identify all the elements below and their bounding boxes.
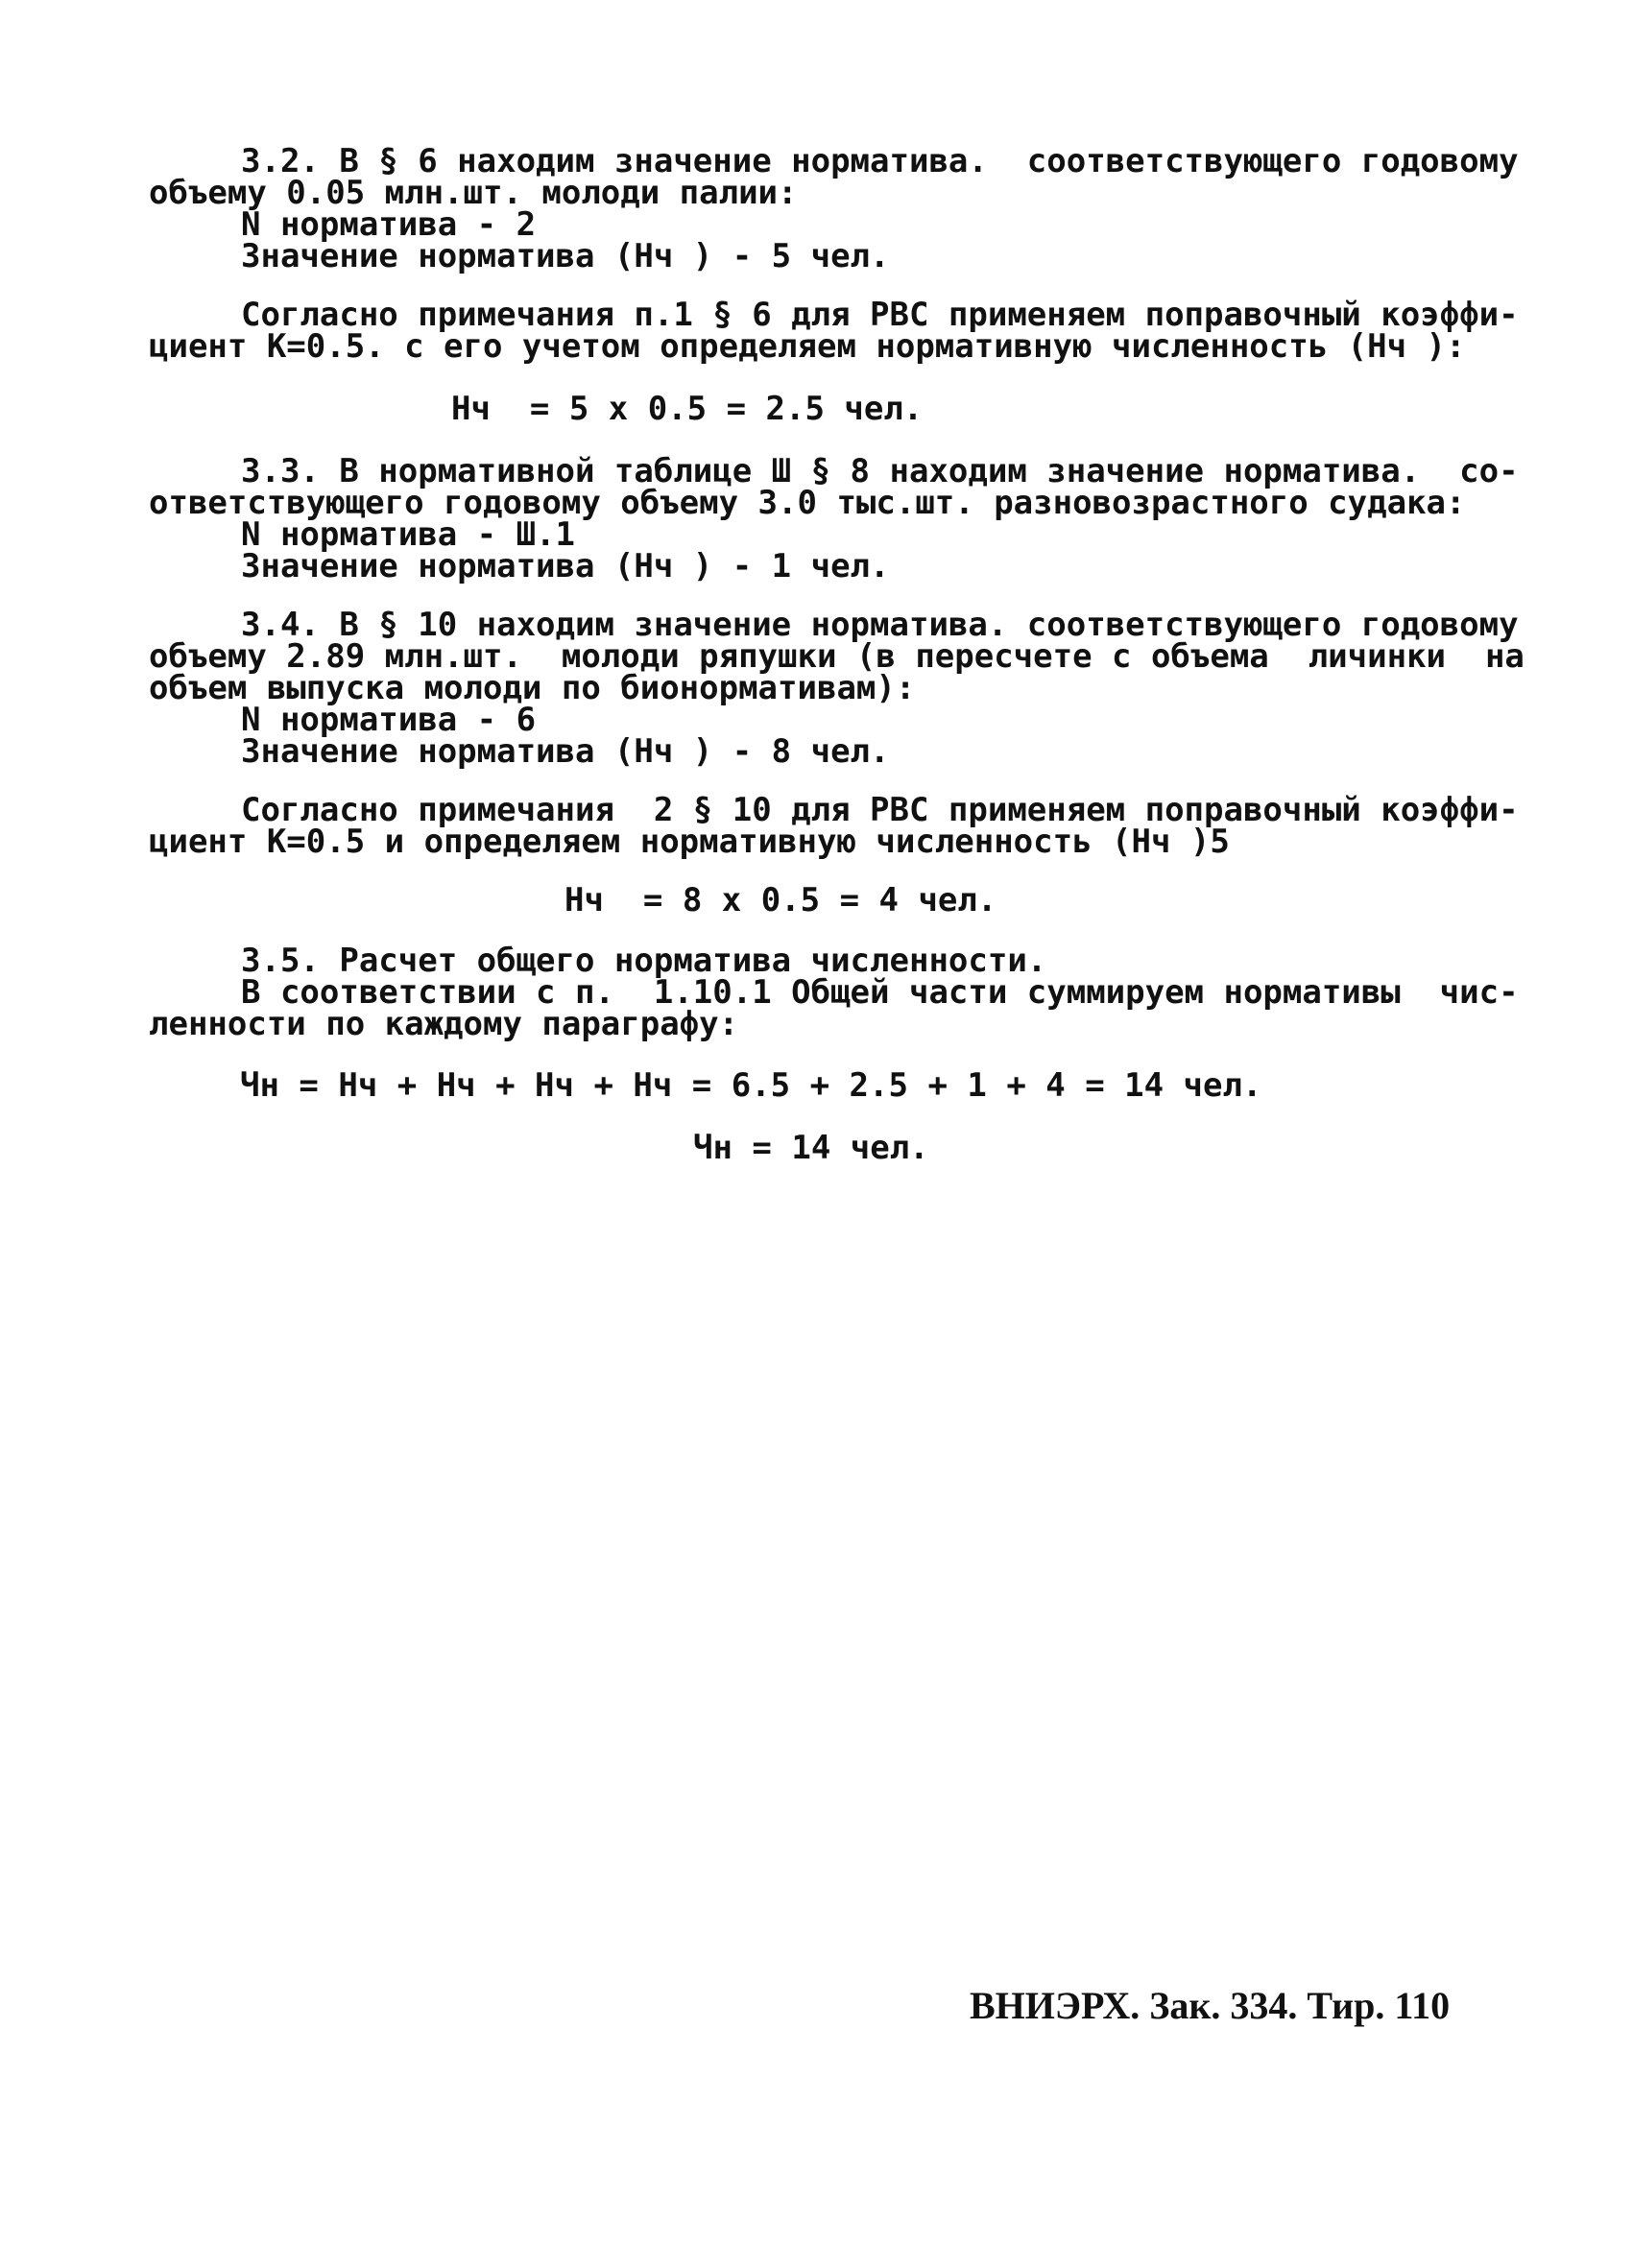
- paragraph-line: 3.5. Расчет общего норматива численности.: [241, 942, 1047, 980]
- formula-line: Чн = Нч + Нч + Нч + Нч = 6.5 + 2.5 + 1 + 4 = 14 чел.: [240, 1066, 1262, 1105]
- paragraph-line: Значение норматива (Нч ) - 8 чел.: [241, 732, 890, 771]
- paragraph-line: Согласно примечания п.1 § 6 для РВС применяем поправочный коэффи-: [241, 296, 1519, 334]
- paragraph-line: ответствующего годовому объему 3.0 тыс.шт. разновозрастного судака:: [149, 484, 1466, 522]
- publisher-imprint: ВНИЭРХ. Зак. 334. Тир. 110: [970, 1984, 1451, 2027]
- paragraph-line: N норматива - 2: [241, 205, 537, 244]
- paragraph-line: 3.4. В § 10 находим значение норматива. соответствующего годовому: [241, 606, 1519, 644]
- section-3-2: [149, 142, 1519, 275]
- paragraph-line: 3.2. В § 6 находим значение норматива. соответствующего годовому: [241, 142, 1519, 180]
- formula-4: [693, 1129, 1173, 1167]
- paragraph-line: объему 0.05 млн.шт. молоди палии:: [149, 174, 798, 212]
- formula-line: Нч = 8 х 0.5 = 4 чел.: [564, 881, 997, 919]
- section-3-4-note: [149, 791, 1519, 861]
- formula-1: [451, 390, 1123, 428]
- section-3-2-note: [149, 296, 1519, 366]
- paragraph-line: В соответствии с п. 1.10.1 Общей части суммируем нормативы чис-: [241, 973, 1519, 1012]
- paragraph-line: Значение норматива (Нч ) - 1 чел.: [241, 547, 890, 585]
- paragraph-line: Согласно примечания 2 § 10 для РВС применяем поправочный коэффи-: [241, 791, 1519, 829]
- formula-2: [564, 881, 1237, 919]
- paragraph-line: циент К=0.5. с его учетом определяем нормативную численность (Нч ):: [149, 327, 1466, 366]
- paragraph-line: ленности по каждому параграфу:: [149, 1005, 739, 1043]
- paragraph-line: N норматива - Ш.1: [241, 515, 575, 554]
- formula-line: Нч = 5 х 0.5 = 2.5 чел.: [451, 390, 924, 428]
- paragraph-line: 3.3. В нормативной таблице Ш § 8 находим значение норматива. со-: [241, 452, 1519, 490]
- paragraph-line: N норматива - 6: [241, 701, 537, 739]
- paragraph-line: циент К=0.5 и определяем нормативную численность (Нч )5: [149, 823, 1230, 861]
- paragraph-line: объем выпуска молоди по бионормативам):: [149, 669, 916, 707]
- paragraph-line: Значение норматива (Нч ) - 5 чел.: [241, 237, 890, 275]
- formula-line: Чн = 14 чел.: [693, 1129, 929, 1167]
- section-3-4: [149, 606, 1525, 771]
- section-3-3: [149, 452, 1519, 585]
- formula-3: [240, 1066, 1296, 1105]
- paragraph-line: объему 2.89 млн.шт. молоди ряпушки (в пересчете с объема личинки на: [149, 637, 1525, 676]
- section-3-5: [149, 942, 1519, 1043]
